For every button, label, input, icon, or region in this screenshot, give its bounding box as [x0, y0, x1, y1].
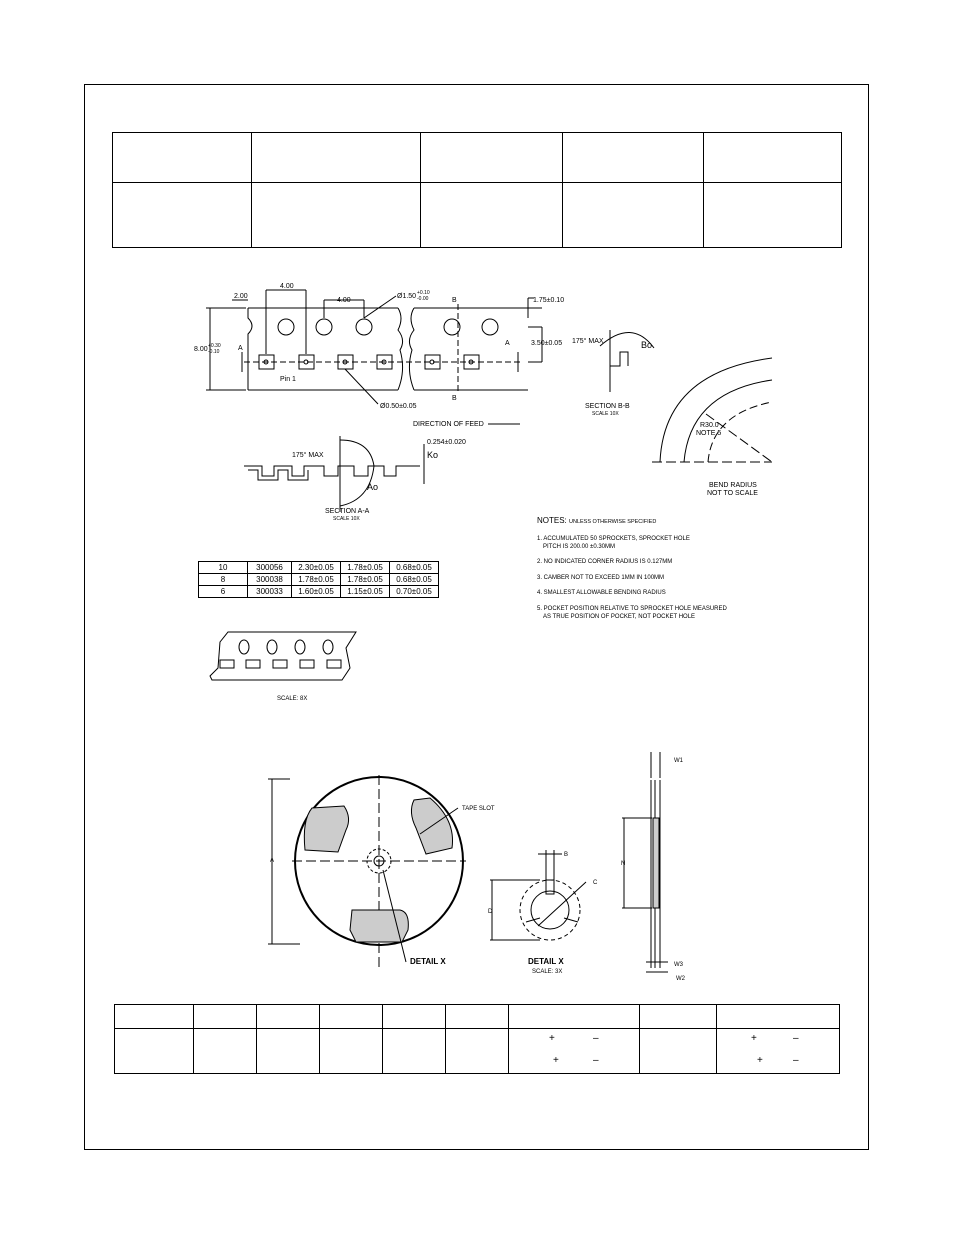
table-cell: 1.78±0.05: [292, 574, 341, 586]
note-1: 1. ACCUMULATED 50 SPROCKETS, SPROCKET HOLE: [537, 536, 690, 542]
label-a-right: A: [505, 340, 510, 347]
table-cell: [257, 1005, 320, 1029]
dim-4-00-a: 4.00: [280, 283, 294, 290]
not-to-scale: NOT TO SCALE: [707, 490, 758, 497]
label-b-bottom: B: [452, 395, 457, 402]
angle-175-b: 175° MAX: [572, 338, 604, 345]
table-cell: [640, 1029, 717, 1074]
detail-d: D: [488, 909, 493, 915]
table-cell: 10: [199, 562, 248, 574]
ko-label: Ko: [427, 450, 439, 460]
minus-sign: –: [593, 1055, 599, 1066]
label-pin1: Pin 1: [280, 376, 296, 383]
plus-sign: +: [553, 1055, 559, 1066]
side-w2: W2: [676, 976, 685, 982]
pocket-dim-table: [198, 561, 439, 598]
plus-sign: +: [751, 1033, 757, 1044]
section-aa: SECTION A-A: [325, 508, 370, 515]
note-5: 5. POCKET POSITION RELATIVE TO SPROCKET HOLE MEASURED: [537, 606, 727, 612]
r30-label: R30.0: [700, 422, 719, 429]
note5-label: NOTE 5: [696, 430, 722, 437]
dim-2-00: 2.00: [234, 293, 248, 300]
detail-x-title: DETAIL X: [528, 957, 564, 966]
detail-scale: SCALE: 3X: [532, 969, 563, 975]
table-cell: 0.68±0.05: [390, 562, 439, 574]
table-cell: 1.15±0.05: [341, 586, 390, 598]
table-cell: [194, 1005, 257, 1029]
table-cell: [446, 1029, 509, 1074]
table-cell: 1.78±0.05: [341, 562, 390, 574]
dim-8-tol-top: +0.30: [208, 343, 221, 349]
label-a-left: A: [238, 345, 243, 352]
bo-label: Bo: [641, 340, 653, 350]
tape-slot: TAPE SLOT: [462, 806, 495, 812]
reel-spec-table: [114, 1004, 840, 1074]
angle-175-a: 175° MAX: [292, 452, 324, 459]
table-cell: 0.70±0.05: [390, 586, 439, 598]
reel-a: A: [270, 858, 275, 864]
table-cell: [717, 1029, 840, 1074]
table-cell: 8: [199, 574, 248, 586]
scale-10x-b: SCALE 10X: [592, 411, 619, 417]
table-cell: [383, 1029, 446, 1074]
table-cell: [509, 1005, 640, 1029]
table-cell: [257, 1029, 320, 1074]
scale-10x-a: SCALE 10X: [333, 516, 360, 522]
dim-hole-dia: Ø1.50: [397, 293, 417, 300]
table-row: [199, 586, 439, 598]
detail-x-callout: DETAIL X: [410, 957, 446, 966]
reel-drawing: [0, 740, 954, 990]
table-cell: [640, 1005, 717, 1029]
detail-b: B: [564, 852, 569, 858]
table-cell: [320, 1005, 383, 1029]
note-1b: PITCH IS 200.00 ±0.30MM: [543, 544, 615, 550]
dim-hole-tol-bot: -0.00: [417, 296, 429, 302]
bend-radius: BEND RADIUS: [709, 482, 757, 489]
minus-sign: –: [593, 1033, 599, 1044]
note-4: 4. SMALLEST ALLOWABLE BENDING RADIUS: [537, 590, 666, 596]
label-b-top: B: [452, 297, 457, 304]
table-cell: 1.78±0.05: [341, 574, 390, 586]
table-cell: 1.60±0.05: [292, 586, 341, 598]
table-cell: 6: [199, 586, 248, 598]
table-cell: 0.68±0.05: [390, 574, 439, 586]
table-cell: [717, 1005, 840, 1029]
table-cell: 2.30±0.05: [292, 562, 341, 574]
notes-subheading: UNLESS OTHERWISE SPECIFIED: [569, 519, 657, 525]
dim-0-254: 0.254±0.020: [427, 439, 466, 446]
note-3: 3. CAMBER NOT TO EXCEED 1MM IN 100MM: [537, 575, 665, 581]
notes-heading: NOTES:: [537, 516, 567, 525]
table-cell: [320, 1029, 383, 1074]
table-cell: [115, 1005, 194, 1029]
dim-4-00-b: 4.00: [337, 297, 351, 304]
detail-c: C: [593, 880, 598, 886]
note-5b: AS TRUE POSITION OF POCKET, NOT POCKET HOLE: [543, 614, 696, 620]
note-2: 2. NO INDICATED CORNER RADIUS IS 0.127MM: [537, 559, 673, 565]
side-w3: W3: [674, 962, 683, 968]
table-cell: [115, 1029, 194, 1074]
minus-sign: –: [793, 1033, 799, 1044]
table-row: [199, 562, 439, 574]
dim-pocket-dia: Ø0.50±0.05: [380, 403, 417, 410]
dim-hole-tol-top: +0.10: [417, 290, 430, 296]
table-cell: [383, 1005, 446, 1029]
side-n: N: [621, 861, 626, 867]
side-w1: W1: [674, 758, 683, 764]
direction-of-feed: DIRECTION OF FEED: [413, 421, 484, 428]
table-cell: 300033: [248, 586, 292, 598]
table-cell: [509, 1029, 640, 1074]
table-row: [199, 574, 439, 586]
table-cell: 300056: [248, 562, 292, 574]
minus-sign: –: [793, 1055, 799, 1066]
ao-label: Ao: [367, 482, 379, 492]
dim-1-75: 1.75±0.10: [533, 297, 565, 304]
dim-8-tol-bot: -0.10: [208, 349, 220, 355]
plus-sign: +: [549, 1033, 555, 1044]
scale-8x: SCALE: 8X: [277, 696, 308, 702]
table-cell: [446, 1005, 509, 1029]
table-cell: [194, 1029, 257, 1074]
plus-sign: +: [757, 1055, 763, 1066]
dim-8-00: 8.00: [194, 346, 208, 353]
dim-3-50: 3.50±0.05: [531, 340, 563, 347]
table-cell: 300038: [248, 574, 292, 586]
section-bb: SECTION B-B: [585, 403, 630, 410]
